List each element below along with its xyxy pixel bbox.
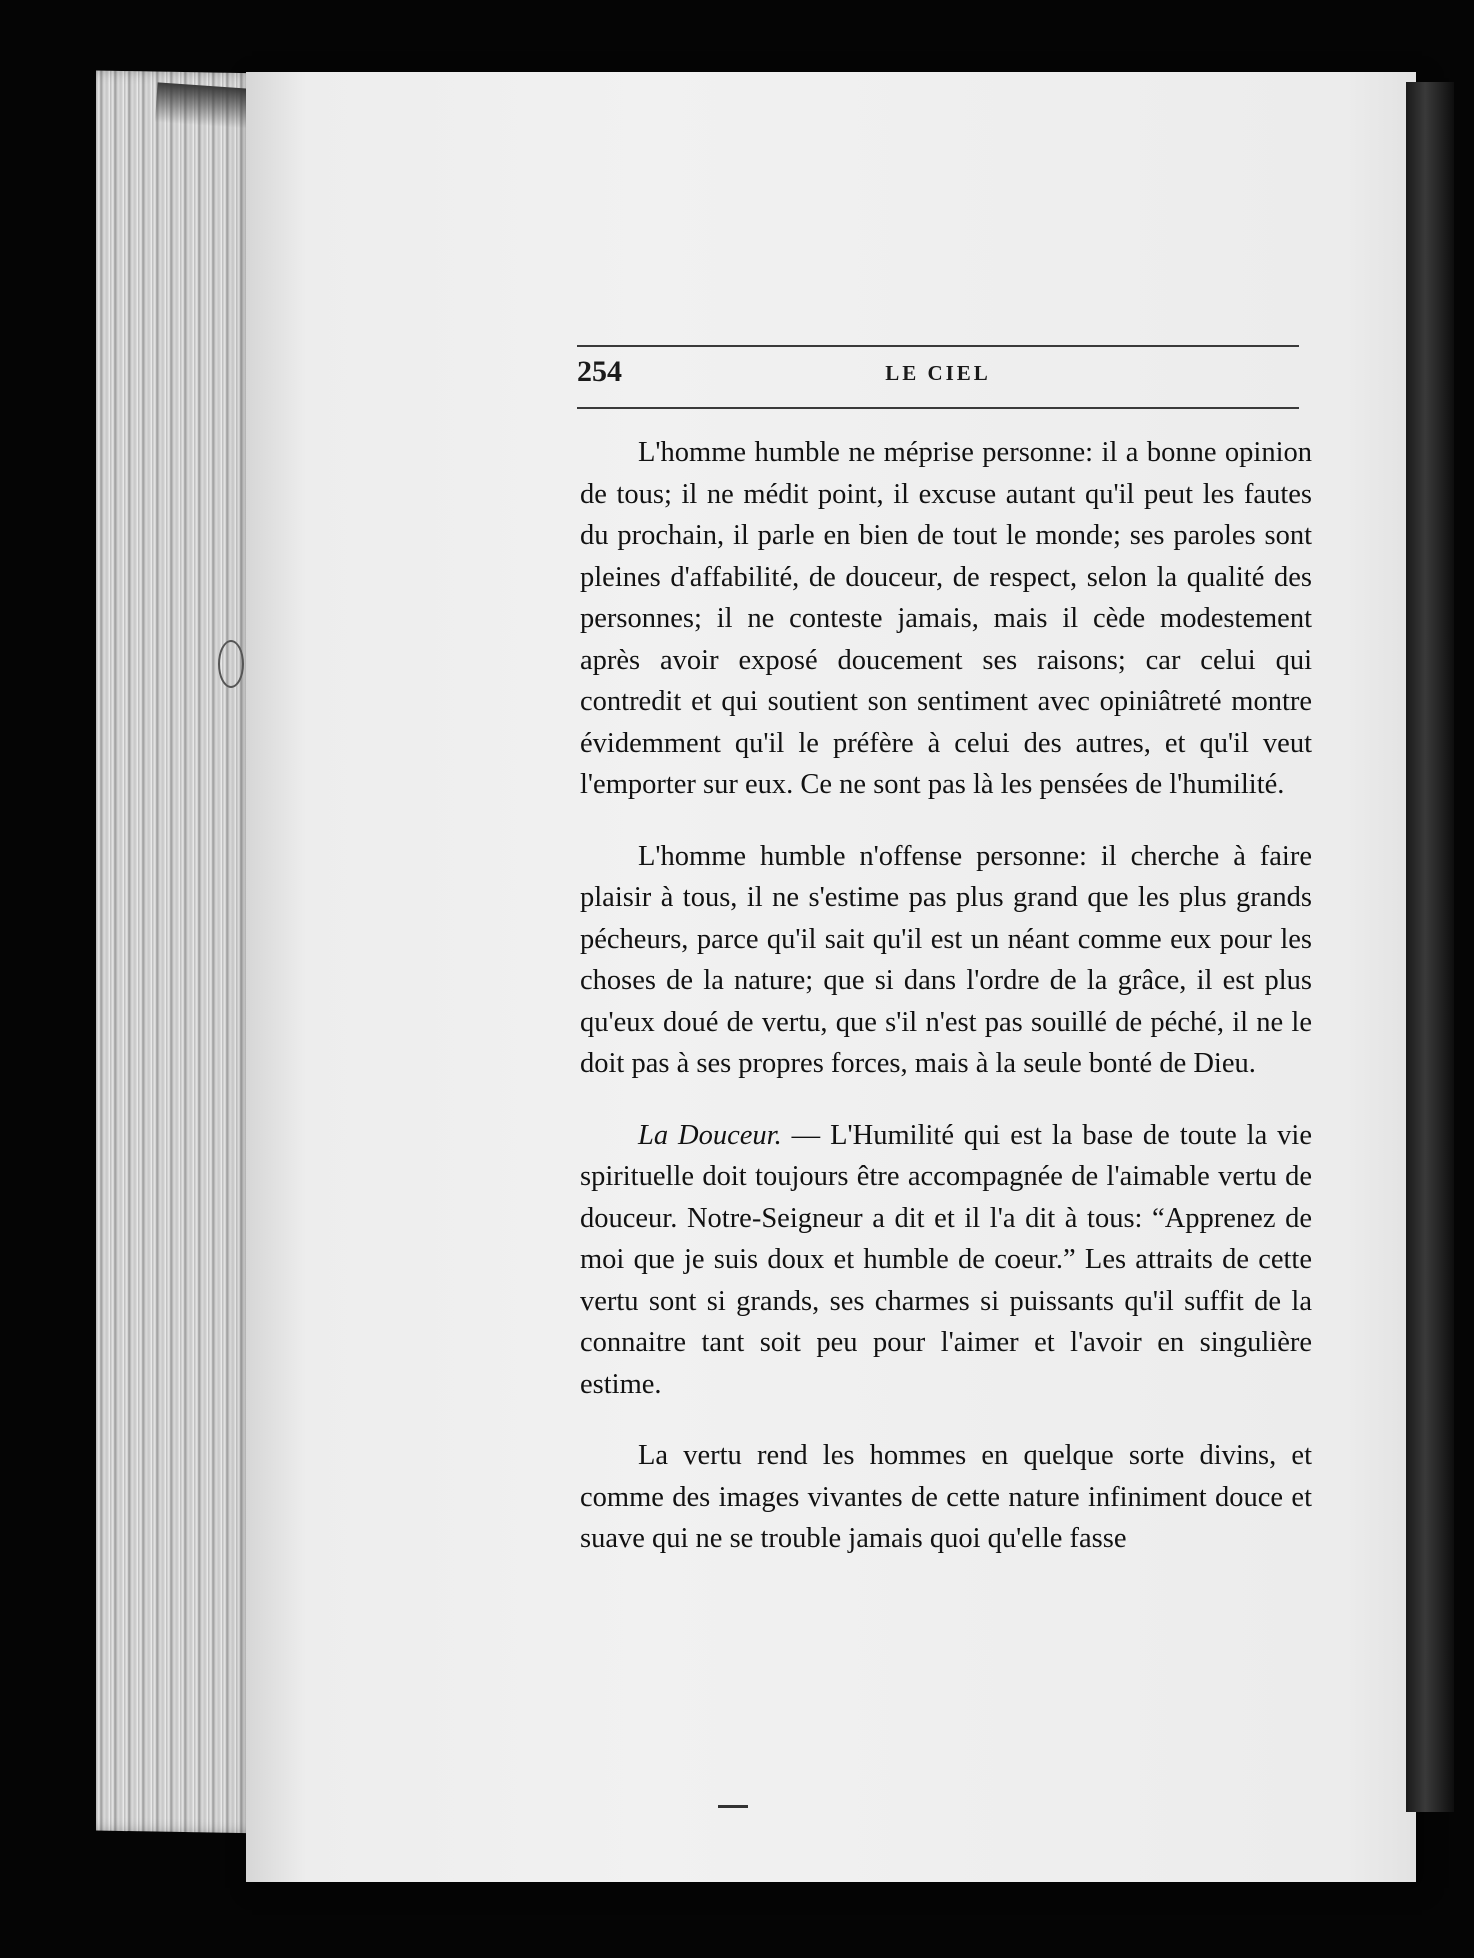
page-number: 254	[577, 355, 622, 388]
page-edges	[96, 71, 266, 1834]
running-head: LE CIEL	[885, 361, 991, 385]
paragraph-text: La vertu rend les hommes en quelque sorte divins, et comme des images vivantes de cette nature infiniment douce et suave qui ne se trouble jamais quoi qu'elle fasse	[580, 1440, 1312, 1554]
paragraph	[580, 1115, 1312, 1406]
paragraph	[580, 1435, 1312, 1560]
paragraph	[580, 836, 1312, 1085]
paper-blemish	[218, 640, 244, 688]
section-lead: La Douceur.	[638, 1119, 782, 1151]
header-rule-bottom	[577, 407, 1299, 409]
page-header	[577, 355, 1299, 399]
header-rule-top	[577, 345, 1299, 347]
paragraph	[580, 432, 1312, 806]
footer-dash	[718, 1805, 748, 1808]
paragraph-text: L'homme humble n'offense personne: il cherche à faire plaisir à tous, il ne s'estime pas plus grand que les plus grands pécheurs, parce qu'il sait qu'il est un néant comme eux pour les choses de la nature; que si dans l'ordre de la grâce, il est plus qu'eux doué de vertu, que s'il n'est pas souillé de péché, il ne le doit pas à ses propres forces, mais à la seule bonté de Dieu.	[580, 840, 1312, 1079]
paragraph-text: — L'Humilité qui est la base de toute la vie spirituelle doit toujours être accompagnée de l'aimable vertu de douceur. Notre-Seigneur a dit et il l'a dit à tous: “Apprenez de moi que je suis doux et humble de coeur.” Les attraits de cette vertu sont si grands, ses charmes si puissants qu'il suffit de la connaitre tant soit peu pour l'aimer et l'avoir en singulière estime.	[580, 1119, 1312, 1400]
body-text	[580, 432, 1312, 1590]
page-right-edge	[1406, 82, 1454, 1812]
paragraph-text: L'homme humble ne méprise personne: il a bonne opinion de tous; il ne médit point, il excuse autant qu'il peut les fautes du prochain, il parle en bien de tout le monde; ses paroles sont pleines d'affabilité, de douceur, de respect, selon la qualité des personnes; il ne conteste jamais, mais il cède modestement après avoir exposé doucement ses raisons; car celui qui contredit et qui soutient son sentiment avec opiniâtreté montre évidemment qu'il le préfère à celui des autres, et qu'il veut l'emporter sur eux. Ce ne sont pas là les pensées de l'humilité.	[580, 437, 1312, 800]
